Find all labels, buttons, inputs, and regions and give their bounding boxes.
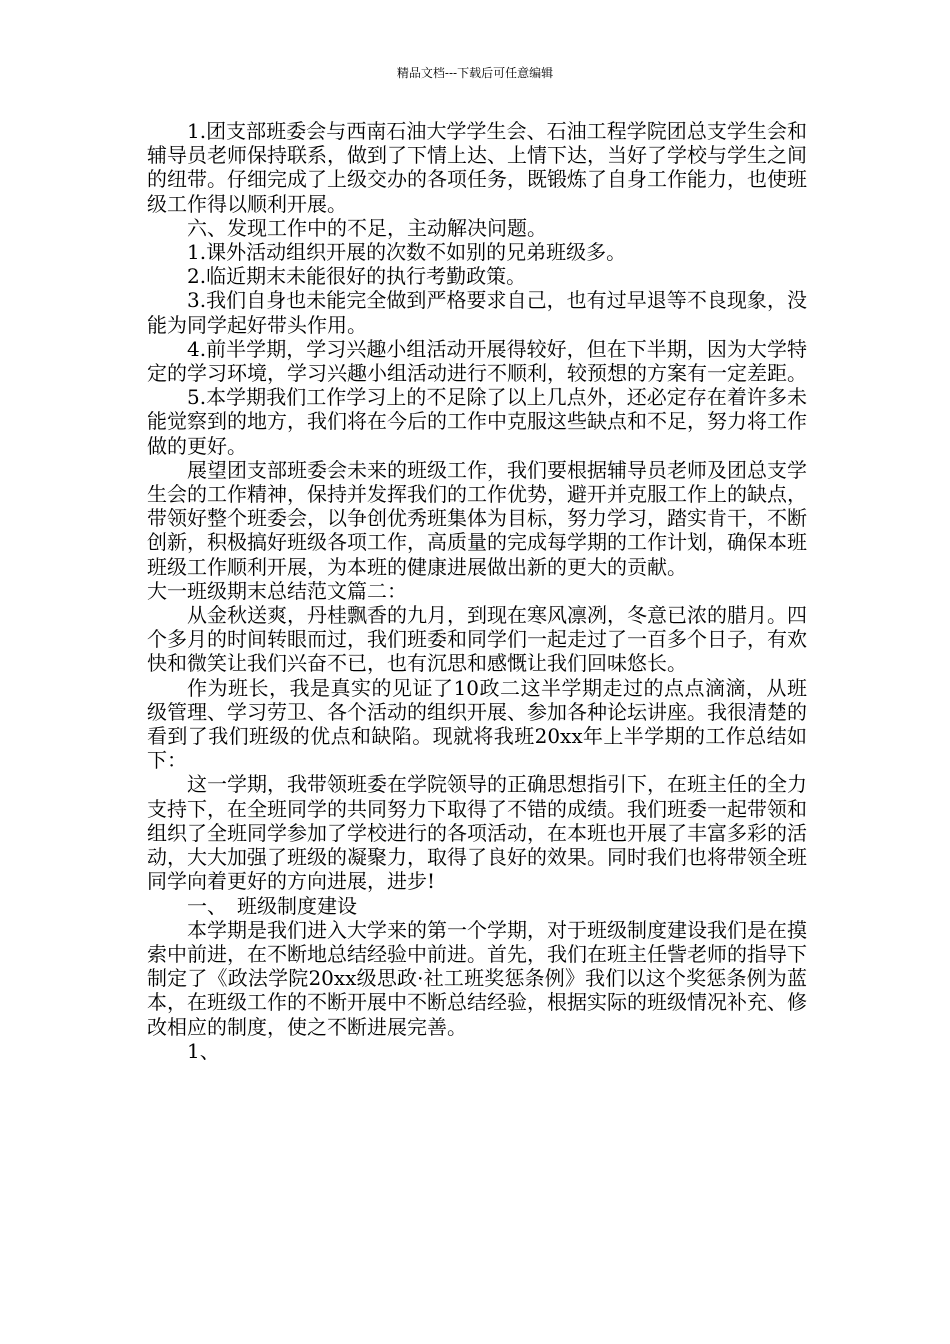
paragraph-shortcoming-2: 2.临近期末未能很好的执行考勤政策。 — [187, 264, 527, 289]
page-header: 精品文档---下载后可任意编辑 — [396, 66, 554, 80]
section-heading-class-system: 一、 班级制度建设 — [187, 893, 357, 918]
paragraph-monitor: 作为班长，我是真实的见证了10政二这半学期走过的点点滴滴，从班级管理、学习劳卫、各个活动的组织开展、参加各种论坛讲座。我很清楚的看到了我们班级的优点和缺陷。现就将我班20xx年上半学期的工作总结如下： — [147, 675, 807, 773]
document-body — [147, 119, 807, 1063]
paragraph-class-system: 本学期是我们进入大学来的第一个学期，对于班级制度建设我们是在摸索中前进，在不断地总结经验中前进。首先，我们在班主任訾老师的指导下制定了《政法学院20xx级思政·社工班奖惩条例》我们以这个奖惩条例为蓝本，在班级工作的不断开展中不断总结经验，根据实际的班级情况补充、修改相应的制度，使之不断进展完善。 — [147, 917, 807, 1039]
paragraph-outlook: 展望团支部班委会未来的班级工作，我们要根据辅导员老师及团总支学生会的工作精神，保持并发挥我们的工作优势，避开并克服工作上的缺点，带领好整个班委会，以争创优秀班集体为目标，努力学习，踏实肯干，不断创新，积极搞好班级各项工作，高质量的完成每学期的工作计划，确保本班班级工作顺利开展，为本班的健康进展做出新的更大的贡献。 — [147, 457, 807, 579]
paragraph-shortcoming-1: 1.课外活动组织开展的次数不如别的兄弟班级多。 — [187, 240, 627, 265]
paragraph-1: 1.团支部班委会与西南石油大学学生会、石油工程学院团总支学生会和辅导员老师保持联系，做到了下情上达、上情下达，当好了学校与学生之间的纽带。仔细完成了上级交办的各项任务，既锻炼了自身工作能力，也使班级工作得以顺利开展。 — [147, 119, 807, 216]
paragraph-intro: 从金秋送爽，丹桂飘香的九月，到现在寒风凛冽，冬意已浓的腊月。四个多月的时间转眼而过，我们班委和同学们一起走过了一百多个日子，有欢快和微笑让我们兴奋不已，也有沉思和感慨让我们回味悠长。 — [147, 603, 807, 676]
paragraph-item-1: 1、 — [187, 1038, 220, 1063]
paragraph-semester: 这一学期，我带领班委在学院领导的正确思想指引下，在班主任的全力支持下，在全班同学的共同努力下取得了不错的成绩。我们班委一起带领和组织了全班同学参加了学校进行的各项活动，在本班也开展了丰富多彩的活动，大大加强了班级的凝聚力，取得了良好的效果。同时我们也将带领全班同学向着更好的方向进展，进步! — [147, 772, 807, 894]
section-heading-6: 六、发现工作中的不足，主动解决问题。 — [187, 215, 547, 240]
paragraph-shortcoming-5: 5.本学期我们工作学习上的不足除了以上几点外，还必定存在着许多未能觉察到的地方，我们将在今后的工作中克服这些缺点和不足，努力将工作做的更好。 — [147, 385, 807, 458]
paragraph-shortcoming-3: 3.我们自身也未能完全做到严格要求自己，也有过早退等不良现象，没能为同学起好带头作用。 — [147, 288, 807, 337]
article-title-part-two: 大一班级期末总结范文篇二： — [147, 578, 407, 603]
paragraph-shortcoming-4: 4.前半学期，学习兴趣小组活动开展得较好，但在下半期，因为大学特定的学习环境，学习兴趣小组活动进行不顺利，较预想的方案有一定差距。 — [147, 336, 807, 386]
